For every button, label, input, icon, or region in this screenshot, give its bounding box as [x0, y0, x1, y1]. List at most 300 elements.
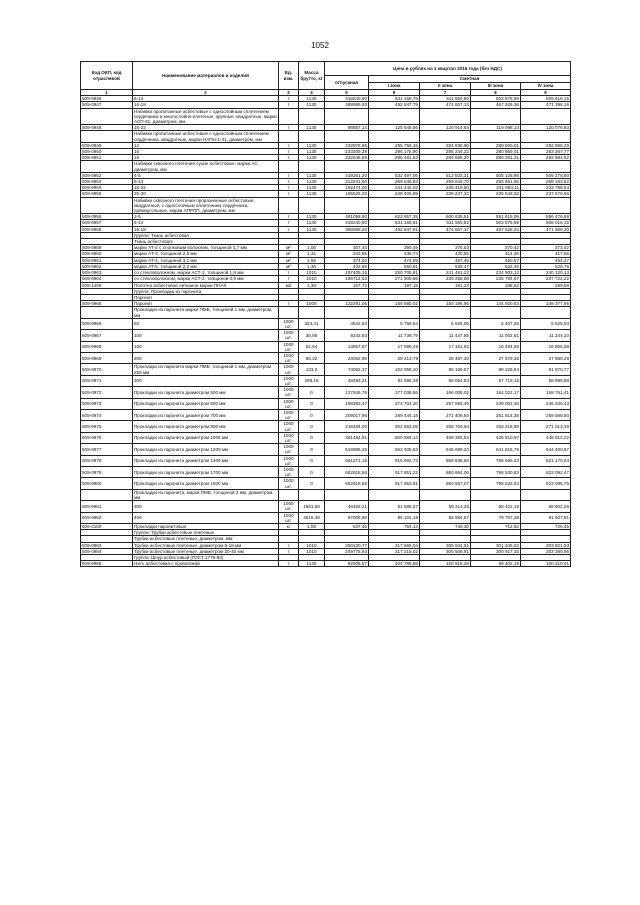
unit-cell: т	[279, 548, 299, 554]
zone-4-price-cell: 303 821,53	[521, 542, 571, 548]
zone-4-price-cell: 58 985,88	[521, 375, 571, 386]
unit-cell: 1000 шт.	[279, 409, 299, 420]
material-name-cell: 400	[133, 512, 279, 523]
okp-code-cell: 509-0982	[81, 512, 133, 523]
material-name-cell: 16-18	[133, 102, 279, 108]
zone-3-price-cell: 255 651,65	[471, 179, 521, 185]
unit-cell	[279, 307, 299, 318]
zone-1-price-cell: 917 853,91	[369, 478, 420, 489]
zone-4-price-cell: 823 092,47	[521, 467, 571, 478]
zone-1-price-cell	[369, 161, 420, 172]
material-name-cell: Прокладки из паронита, марки ПМБ, толщиной 3 мм, диаметром, мм	[133, 489, 279, 500]
zone-3-price-cell: 798 533,63	[471, 478, 521, 489]
zone-1-price-cell: 125 548,56	[369, 125, 420, 131]
zone-2-price-cell: 96 166,57	[420, 364, 471, 375]
mass-cell: 1010	[299, 270, 325, 276]
table-row	[81, 421, 571, 432]
table-row	[81, 561, 571, 567]
zone-1-price-cell: 317 215,02	[369, 548, 420, 554]
zone-2-price-cell: 283 704,64	[420, 421, 471, 432]
mass-cell: 1130	[299, 172, 325, 178]
release-price-cell	[325, 131, 369, 142]
unit-cell: т	[279, 226, 299, 232]
column-number: 7	[420, 90, 471, 96]
mass-cell: 0	[299, 432, 325, 443]
zone-2-price-cell: 511 560,82	[420, 220, 471, 226]
zone-2-price-cell: 28 487,30	[420, 352, 471, 363]
zone-1-price-cell: 623 657,35	[369, 214, 420, 220]
column-number: 8	[471, 90, 521, 96]
zone-1-price-cell: 550,81	[369, 263, 420, 269]
zone-4-price-cell: 100 219,01	[521, 561, 571, 567]
unit-cell: 1000 шт.	[279, 478, 299, 489]
zone-3-price-cell: 467 526,36	[471, 102, 521, 108]
mass-cell: 1,36	[299, 263, 325, 269]
zone-3-price-cell: 467 526,34	[471, 226, 521, 232]
zone-3-price-cell: 89 226,64	[471, 364, 521, 375]
zone-3-price-cell	[471, 197, 521, 214]
zone-4-price-cell: 303 380,95	[521, 548, 571, 554]
unit-cell	[279, 197, 299, 214]
header-zone-3: III зона	[471, 83, 521, 90]
header-mass: Масса брутто, кг	[299, 62, 325, 90]
zone-2-price-cell: 474 657,17	[420, 226, 471, 232]
table-row	[81, 444, 571, 455]
mass-cell: 1,36	[299, 282, 325, 288]
zone-2-price-cell: 271 406,84	[420, 409, 471, 420]
material-name-cell: Прокладки из паронита диаметром 1000 мм	[133, 432, 279, 443]
zone-1-price-cell: 250 705,81	[369, 270, 420, 276]
release-price-cell: 661271,16	[325, 455, 369, 466]
material-name-cell: Группа: Ткань асбестовая	[133, 232, 279, 238]
mass-cell: 1,08	[299, 524, 325, 530]
column-number: 1	[81, 90, 133, 96]
material-name-cell: Прокладки из паронита диаметром 1400 мм	[133, 455, 279, 466]
unit-cell: т	[279, 214, 299, 220]
okp-code-cell: 509-0980	[81, 478, 133, 489]
zone-2-price-cell: 257 593,40	[420, 398, 471, 409]
material-name-cell: марки АТ-4, толщиной 3,1 мм	[133, 257, 279, 263]
zone-1-price-cell: 500 584,14	[369, 432, 420, 443]
zone-3-price-cell: 641 816,79	[471, 444, 521, 455]
material-name-cell: 12	[133, 142, 279, 148]
okp-code-cell: 509-0976	[81, 432, 133, 443]
zone-1-price-cell: 915 692,73	[369, 455, 420, 466]
zone-4-price-cell	[521, 161, 571, 172]
material-name-cell: Прокладки из паронита диаметром 800 мм	[133, 421, 279, 432]
release-price-cell: 98857,14	[325, 125, 369, 131]
unit-cell	[279, 131, 299, 142]
zone-1-price-cell: 492 847,79	[369, 102, 420, 108]
material-name-cell: 300	[133, 501, 279, 512]
mass-cell: 0	[299, 455, 325, 466]
mass-cell: 0	[299, 444, 325, 455]
unit-cell: 1000 шт.	[279, 364, 299, 375]
okp-code-cell: 509-0979	[81, 467, 133, 478]
zone-1-price-cell: 271 805,56	[369, 276, 420, 282]
mass-cell: 0	[299, 398, 325, 409]
release-price-cell: 249775,93	[325, 548, 369, 554]
zone-1-price-cell: 531 165,81	[369, 220, 420, 226]
zone-1-price-cell: 390,49	[369, 245, 420, 251]
mass-cell: 1130	[299, 214, 325, 220]
release-price-cell: 67008,80	[325, 512, 369, 523]
zone-4-price-cell: 58 902,26	[521, 501, 571, 512]
material-name-cell: 16-18	[133, 226, 279, 232]
table-row	[81, 409, 571, 420]
table-row	[81, 467, 571, 478]
release-price-cell: 343,85	[325, 251, 369, 257]
mass-cell	[299, 131, 325, 142]
release-price-cell: 197405,15	[325, 270, 369, 276]
unit-cell: 1000 шт.	[279, 375, 299, 386]
mass-cell: 1130	[299, 191, 325, 197]
zone-1-price-cell	[369, 131, 420, 142]
zone-3-price-cell: 79 757,38	[471, 512, 521, 523]
column-number: 6	[369, 90, 420, 96]
zone-1-price-cell	[369, 307, 420, 318]
zone-2-price-cell: 239 237,32	[420, 191, 471, 197]
material-name-cell: Набивки сквозного плетения сухие асбестовые, марки АС, диаметром, мм	[133, 161, 279, 172]
zone-4-price-cell: 258 163,62	[521, 179, 571, 185]
zone-4-price-cell: 149 377,95	[521, 301, 571, 307]
zone-1-price-cell: 917 851,22	[369, 467, 420, 478]
table-row	[81, 364, 571, 375]
zone-1-price-cell: 248 405,89	[369, 191, 420, 197]
zone-3-price-cell	[471, 307, 521, 318]
zone-2-price-cell: 860 664,06	[420, 467, 471, 478]
mass-cell: 0	[299, 478, 325, 489]
okp-code-cell	[81, 108, 133, 125]
mass-cell: 1010	[299, 542, 325, 548]
zone-4-price-cell: 526,75	[521, 263, 571, 269]
material-name-cell: Прокладки паронитовые	[133, 524, 279, 530]
header-release-price: отпускная	[325, 76, 369, 90]
zone-4-price-cell: 454,27	[521, 257, 571, 263]
zone-4-price-cell: 233 788,54	[521, 185, 571, 191]
okp-code-cell: 509-0965	[81, 301, 133, 307]
zone-2-price-cell	[420, 197, 471, 214]
section-row	[81, 161, 571, 172]
zone-2-price-cell: 512 833,31	[420, 172, 471, 178]
material-name-cell: Набивки пропитанные асбестовые с однослойным сплетением сердечника и многослойно-плетеные, крупные, квадратные, марки АСП-31, диаметром, мм	[134, 108, 277, 125]
zone-4-price-cell: 471 368,30	[521, 226, 571, 232]
zone-1-price-cell: 61 586,38	[369, 375, 420, 386]
release-price-cell: 195525,20	[325, 191, 369, 197]
zone-4-price-cell: 11 244,10	[521, 330, 571, 341]
release-price-cell: 157,72	[325, 282, 369, 288]
release-price-cell: 48493,21	[325, 501, 369, 512]
okp-code-cell: 509-0983	[81, 542, 133, 548]
zone-2-price-cell	[420, 108, 471, 125]
okp-code-cell: 509-0970	[81, 364, 133, 375]
material-name-cell: Группа: Прокладка из паронита	[133, 288, 279, 294]
zone-3-price-cell: 503 875,59	[471, 220, 521, 226]
mass-cell: 1010	[299, 276, 325, 282]
unit-cell: т	[279, 149, 299, 155]
mass-cell: 1130	[299, 561, 325, 567]
zone-1-price-cell: 5 769,54	[369, 318, 420, 329]
unit-cell: т	[279, 301, 299, 307]
mass-cell: 1010	[299, 548, 325, 554]
material-name-cell: Паронит	[133, 301, 279, 307]
table-row	[81, 501, 571, 512]
zone-2-price-cell	[420, 489, 471, 500]
zone-3-price-cell: 144 920,63	[471, 301, 521, 307]
release-price-cell: 491058,60	[325, 214, 369, 220]
material-name-cell: со стекловолокном, марки АСТ-1, толщиной 1,8 мм	[133, 270, 279, 276]
material-name-cell: 150	[133, 341, 279, 352]
release-price-cell	[325, 108, 369, 125]
okp-code-cell: 509-0956	[81, 214, 133, 220]
release-price-cell: 307,44	[325, 245, 369, 251]
release-price-cell: 374,02	[325, 257, 369, 263]
table-row	[81, 455, 571, 466]
okp-code-cell: 509-0955	[81, 191, 133, 197]
unit-cell: 1000 шт.	[279, 330, 299, 341]
mass-cell: 1130	[299, 226, 325, 232]
table-row	[81, 512, 571, 523]
zone-4-price-cell	[521, 307, 571, 318]
unit-cell: т	[279, 155, 299, 161]
unit-cell: 1000 шт.	[279, 501, 299, 512]
material-name-cell: Группа: Трубки асбестовые плетеные	[133, 530, 279, 536]
unit-cell: т	[279, 220, 299, 226]
table-row	[81, 398, 571, 409]
header-unit: Ед. изм.	[279, 62, 299, 90]
release-price-cell: 419261,20	[325, 172, 369, 178]
okp-code-cell: 509-1406	[81, 282, 133, 288]
unit-cell: т	[279, 191, 299, 197]
okp-code-cell: 509-0951	[81, 155, 133, 161]
zone-4-price-cell: 81 507,91	[521, 512, 571, 523]
zone-3-price-cell: 796 666,43	[471, 455, 521, 466]
okp-code-cell: 509-0947	[81, 102, 133, 108]
zone-3-price-cell: 280 560,01	[471, 142, 521, 148]
zone-3-price-cell: 231 883,11	[471, 185, 521, 191]
zone-1-price-cell: 474,99	[369, 257, 420, 263]
zone-1-price-cell: 177 038,56	[369, 387, 420, 398]
unit-cell: т	[279, 142, 299, 148]
zone-4-price-cell: 509 278,80	[521, 172, 571, 178]
zone-2-price-cell: 235 419,50	[420, 185, 471, 191]
okp-code-cell: 509-0967	[81, 330, 133, 341]
material-name-cell: 6-14	[133, 96, 279, 102]
zone-1-price-cell: 436,74	[369, 251, 420, 257]
okp-code-cell: 509-0954	[81, 185, 133, 191]
material-name-cell: 6-14	[133, 220, 279, 226]
material-name-cell: Прокладки из паронита марки ПМБ, толщиной 1 мм, диаметром 250 мм	[133, 364, 279, 375]
unit-cell: 1000 шт.	[279, 432, 299, 443]
zone-3-price-cell: 280 959,01	[471, 149, 521, 155]
release-price-cell: 198383,47	[325, 398, 369, 409]
material-name-cell: 300	[133, 375, 279, 386]
okp-code-cell: 509-0948	[81, 125, 133, 131]
zone-1-price-cell: 754,13	[369, 524, 420, 530]
table-row	[81, 352, 571, 363]
mass-cell: 1130	[299, 96, 325, 102]
zone-3-price-cell: 505 128,98	[471, 172, 521, 178]
unit-cell: 1000 шт.	[279, 341, 299, 352]
zone-3-price-cell: 263 218,89	[471, 421, 521, 432]
mass-cell	[299, 307, 325, 318]
unit-cell: т	[279, 172, 299, 178]
zone-3-price-cell: 798 530,63	[471, 467, 521, 478]
zone-1-price-cell: 302 553,05	[369, 421, 420, 432]
material-name-cell: 19	[133, 155, 279, 161]
zone-1-price-cell: 492 847,91	[369, 226, 420, 232]
header-estimate: Сметная	[369, 76, 571, 83]
material-name-cell: 16-22	[133, 125, 279, 131]
release-price-cell: 637,45	[325, 524, 369, 530]
zone-4-price-cell: 120 076,83	[521, 125, 571, 131]
release-price-cell: 232646,88	[325, 155, 369, 161]
unit-cell: м2	[279, 282, 299, 288]
zone-3-price-cell: 503 875,59	[471, 96, 521, 102]
material-name-cell: Прокладки из паронита диаметром 1700 мм	[133, 467, 279, 478]
material-name-cell: Нить асбестовая с проволокой	[133, 561, 279, 567]
mass-cell	[299, 108, 325, 125]
zone-1-price-cell: 85 101,18	[369, 512, 420, 523]
zone-4-price-cell: 91 970,77	[521, 364, 571, 375]
unit-cell: т	[279, 102, 299, 108]
mass-cell: 55,32	[299, 352, 325, 363]
zone-1-price-cell: 274 704,20	[369, 398, 420, 409]
material-name-cell: Трубки асбестовые плетеные, диаметром, мм:	[133, 536, 279, 542]
release-price-cell: 418240,80	[325, 96, 369, 102]
unit-cell	[279, 108, 299, 125]
release-price-cell: 519986,26	[325, 444, 369, 455]
zone-2-price-cell: 305 506,91	[420, 548, 471, 554]
mass-cell: 4515,48	[299, 512, 325, 523]
material-name-cell: марки АТ-2 с хлопковым волокном, толщиной 1,7 мм	[133, 245, 279, 251]
mass-cell: 298,16	[299, 375, 325, 386]
unit-cell	[279, 489, 299, 500]
zone-1-price-cell	[369, 197, 420, 214]
column-number: 3	[279, 90, 299, 96]
zone-4-price-cell	[521, 108, 571, 125]
zone-4-price-cell: 644 400,97	[521, 444, 571, 455]
zone-2-price-cell: 5 626,06	[420, 318, 471, 329]
table-row	[81, 375, 571, 386]
release-price-cell: 196712,53	[325, 276, 369, 282]
okp-code-cell: 509-0975	[81, 421, 133, 432]
header-zone-4: IV зона	[521, 83, 571, 90]
zone-2-price-cell: 860 667,07	[420, 478, 471, 489]
zone-4-price-cell: 726,45	[521, 524, 571, 530]
zone-2-price-cell: 60 054,84	[420, 375, 471, 386]
zone-4-price-cell: 158 761,41	[521, 387, 571, 398]
release-price-cell: 13857,87	[325, 341, 369, 352]
zone-3-price-cell: 235 784,67	[471, 276, 521, 282]
zone-1-price-cell: 317 668,04	[369, 542, 420, 548]
mass-cell	[299, 489, 325, 500]
zone-2-price-cell: 166 008,02	[420, 387, 471, 398]
material-name-cell: Группа: Шнур асбестовый (ГОСТ 1779-83)	[133, 555, 279, 561]
table-row	[81, 341, 571, 352]
zone-4-price-cell: 417,65	[521, 251, 571, 257]
zone-1-price-cell	[369, 489, 420, 500]
okp-code-cell: 509-0950	[81, 149, 133, 155]
release-price-cell: 433,69	[325, 263, 369, 269]
zone-1-price-cell: 17 599,49	[369, 341, 420, 352]
material-name-cell: Набивки сквозного плетения проразненные асбестовые, квадратные, с однослойным оплетением сердечника, прямоугольные, марки АПРПП, диаметром, мм	[133, 197, 279, 214]
unit-cell: м²	[279, 251, 299, 257]
unit-cell: 1000 шт.	[279, 352, 299, 363]
zone-2-price-cell: 191,23	[420, 282, 471, 288]
mass-cell: 1130	[299, 179, 325, 185]
zone-3-price-cell: 119 098,14	[471, 125, 521, 131]
table-row	[81, 432, 571, 443]
zone-2-price-cell: 259 643,70	[420, 179, 471, 185]
release-price-cell: 4542,94	[325, 318, 369, 329]
okp-code-cell	[81, 131, 133, 142]
zone-4-price-cell: 823 095,76	[521, 478, 571, 489]
price-table-body	[81, 96, 571, 567]
zone-2-price-cell: 474 657,13	[420, 102, 471, 108]
material-name-cell: 200	[133, 352, 279, 363]
zone-2-price-cell: 239 282,88	[420, 276, 471, 282]
mass-cell: 1,55	[299, 257, 325, 263]
okp-code-cell: 509-0985	[81, 561, 133, 567]
okp-code-cell: 509-0972	[81, 387, 133, 398]
okp-code-cell: 509-0946	[81, 96, 133, 102]
section-row	[81, 307, 571, 318]
material-name-cell: Прокладки из паронита диаметром 1900 мм	[133, 478, 279, 489]
release-price-cell: 662818,56	[325, 467, 369, 478]
zone-4-price-cell: 240 120,13	[521, 270, 571, 276]
column-number: 4	[299, 90, 325, 96]
release-price-cell: 212241,60	[325, 179, 369, 185]
zone-2-price-cell: 11 447,85	[420, 330, 471, 341]
release-price-cell	[325, 161, 369, 172]
zone-4-price-cell: 271 313,39	[521, 421, 571, 432]
zone-2-price-cell: 457,45	[420, 257, 471, 263]
material-name-cell: Прокладки из паронита диаметром 500 мм	[133, 387, 279, 398]
mass-cell: 324,41	[299, 318, 325, 329]
table-row	[81, 387, 571, 398]
material-name-cell: Прокладки из паронита диаметром 600 мм	[133, 398, 279, 409]
okp-code-cell: 509-0949	[81, 142, 133, 148]
mass-cell: 1130	[299, 102, 325, 108]
zone-3-price-cell: 27 379,36	[471, 352, 521, 363]
zone-4-price-cell: 237 579,66	[521, 191, 571, 197]
okp-code-cell: 509-0971	[81, 375, 133, 386]
okp-code-cell: 509-0984	[81, 548, 133, 554]
material-name-cell: 50	[133, 318, 279, 329]
zone-3-price-cell: 280 281,31	[471, 155, 521, 161]
zone-2-price-cell: 285 244,22	[420, 149, 471, 155]
material-name-cell: Прокладки из паронита диаметром 700 мм	[133, 409, 279, 420]
zone-2-price-cell: 150 196,96	[420, 301, 471, 307]
zone-2-price-cell: 600 635,51	[420, 214, 471, 220]
unit-cell: т	[279, 185, 299, 191]
header-name: Наименование материалов и изделий	[133, 62, 279, 90]
unit-cell: кг	[279, 524, 299, 530]
column-number: 9	[521, 90, 571, 96]
zone-4-price-cell: 509 616,15	[521, 96, 571, 102]
release-price-cell: 250130,77	[325, 542, 369, 548]
unit-cell: т	[279, 561, 299, 567]
zone-3-price-cell: 5 407,25	[471, 318, 521, 329]
zone-4-price-cell: 246 346,43	[521, 398, 571, 409]
zone-3-price-cell: 11 002,61	[471, 330, 521, 341]
zone-1-price-cell: 11 739,79	[369, 330, 420, 341]
table-row	[81, 478, 571, 489]
zone-1-price-cell: 244 442,02	[369, 185, 420, 191]
mass-cell: 133,2	[299, 364, 325, 375]
material-name-cell: Трубки асбестовые плетеные, диаметром 20-40 мм	[133, 548, 279, 554]
